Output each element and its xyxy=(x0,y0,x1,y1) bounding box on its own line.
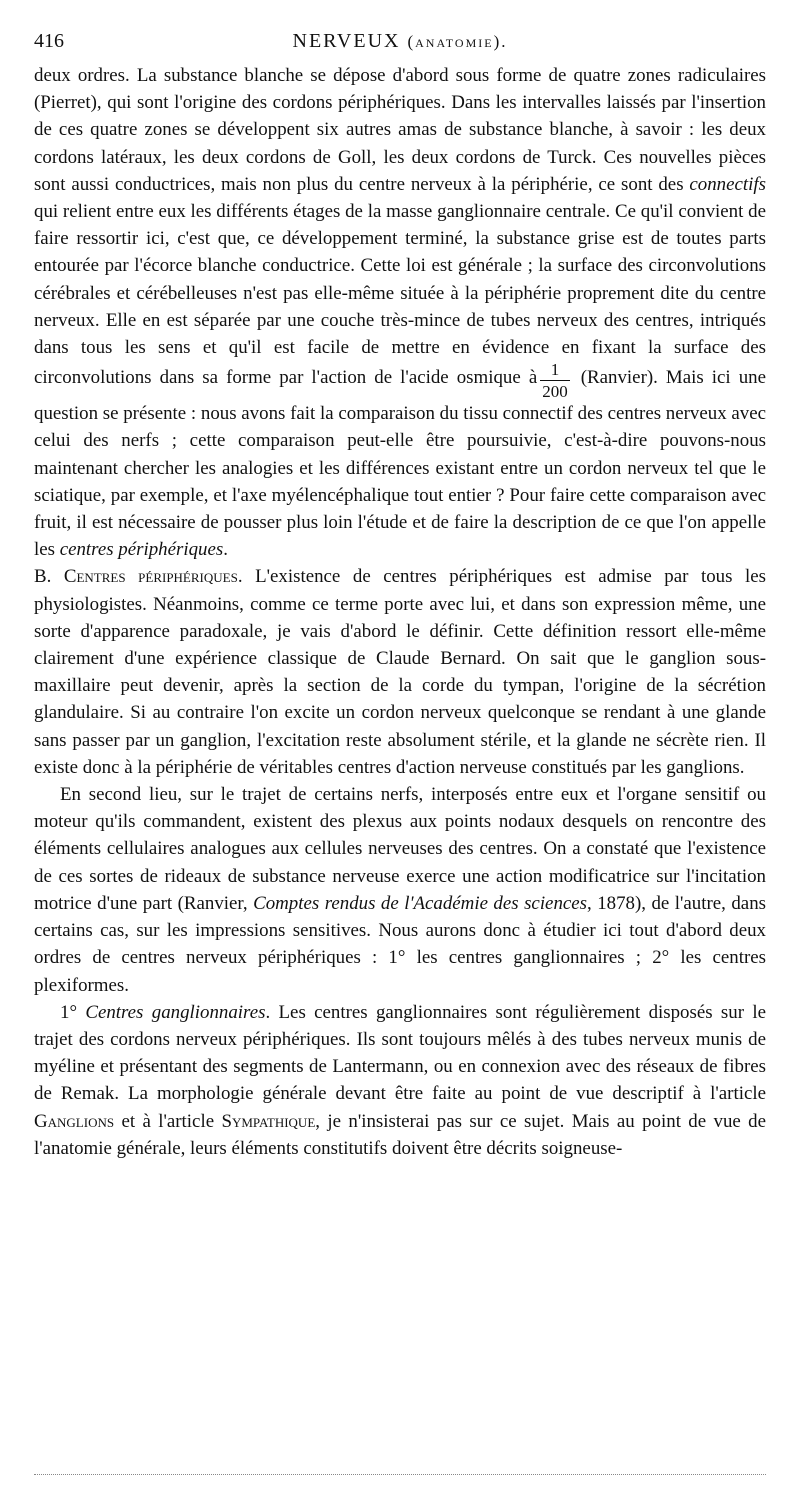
emphasis-connectifs: connectifs xyxy=(689,173,766,195)
running-title xyxy=(34,30,766,53)
running-title-sub: (anatomie). xyxy=(407,32,508,51)
paragraph-4: 1° Centres ganglionnaires. Les centres ganglionnaires sont régulièrement disposés sur le trajet des cordons nerveux périphériques. Ils sont toujours mêlés à des tubes nerveux munis de myéline et présentant des segments de Lantermann, ou en connexion avec des réseaux de fibres de Remak. La morphologie générale devant être faite au point de vue descriptif à l'article Ganglions et à l'article Sympathique, je n'insisterai pas sur ce sujet. Mais au point de vue de l'anatomie générale, leurs éléments constitutifs doivent être décrits soigneuse- xyxy=(34,1001,766,1159)
fraction-denominator: 200 xyxy=(542,382,568,402)
text-body xyxy=(34,62,766,1162)
running-title-main: NERVEUX xyxy=(292,30,401,52)
fraction-1-200 xyxy=(540,361,570,400)
emphasis-centres-peripheriques: centres périphériques xyxy=(59,539,224,561)
fraction-numerator: 1 xyxy=(540,361,570,381)
running-header xyxy=(34,30,766,56)
section-heading-b: B. Centres périphériques. xyxy=(34,566,243,588)
page-number: 416 xyxy=(34,30,64,52)
bottom-dotted-rule xyxy=(34,1474,766,1475)
citation-comptes-rendus: Comptes rendus de l'Académie des sciences xyxy=(253,892,588,914)
cross-ref-ganglions: Ganglions xyxy=(34,1110,115,1132)
paragraph-1: deux ordres. La substance blanche se dépose d'abord sous forme de quatre zones radiculaires (Pierret), qui sont l'origine des cordons périphériques. Dans les intervalles laissés par l'insertion de ces quatre zones se développent six autres amas de substance blanche, à savoir : les deux cordons latéraux, les deux cordons de Goll, les deux cordons de Turck. Ces nouvelles pièces sont aussi conductrices, mais non plus du centre nerveux à la périphérie, ce sont des connectifs qui relient entre eux les différents étages de la masse ganglionnaire centrale. Ce qu'il convient de faire ressortir ici, c'est que, ce développement terminé, la substance grise est de toutes parts entourée par l'écorce blanche conductrice. Cette loi est générale ; la surface des circonvolutions cérébrales et cérébelleuses n'est pas elle-même située à la périphérie proprement dite du centre nerveux. Elle en est séparée par une couche très-mince de tubes nerveux des centres, intriqués dans tous les sens et qu'il est facile de mettre en évidence en fixant la surface des circonvolutions dans sa forme par l'action de l'acide osmique à $\frac{1}{200}$ (Ranvier). Mais ici une question se présente : nous avons fait la comparaison du tissu connectif des centres nerveux avec celui des nerfs ; cette comparaison peut-elle être poursuivie, c'est-à-dire pouvons-nous maintenant chercher les analogies et les différences existant entre un cordon nerveux tel que le sciatique, par exemple, et l'axe myélencéphalique tout entier ? Pour faire cette comparaison avec fruit, il est nécessaire de pousser plus loin l'étude et de faire la description de ce que l'on appelle les centres périphériques. xyxy=(34,65,766,561)
subsection-heading-ganglionnaires: Centres ganglionnaires xyxy=(85,1001,266,1023)
paragraph-3: En second lieu, sur le trajet de certains nerfs, interposés entre eux et l'organe sensitif ou moteur qu'ils commandent, existent des plexus aux points nodaux desquels on rencontre des éléments cellulaires analogues aux cellules nerveuses des centres. On a constaté que l'existence de ces sortes de rideaux de substance nerveuse exerce une action modificatrice sur l'incitation motrice d'une part (Ranvier, Comptes rendus de l'Académie des sciences, 1878), de l'autre, dans certains cas, sur les impressions sensitives. Nous aurons donc à étudier ici tout d'abord deux ordres de centres nerveux périphériques : 1° les centres ganglionnaires ; 2° les centres plexiformes. xyxy=(34,784,766,996)
paragraph-2: B. Centres périphériques. L'existence de centres périphériques est admise par tous les physiologistes. Néanmoins, comme ce terme porte avec lui, et dans son expression même, une sorte d'apparence paradoxale, je vais d'abord le définir. Cette définition ressort elle-même clairement d'une expérience classique de Claude Bernard. On sait que le ganglion sous-maxillaire peut devenir, après la section de la corde du tympan, l'origine de la sécrétion glandulaire. Si au contraire l'on excite un cordon nerveux quelconque se rendant à une glande sans passer par un ganglion, l'excitation reste absolument stérile, et la glande ne sécrète rien. Il existe donc à la périphérie de véritables centres d'action nerveuse constitués par les ganglions. xyxy=(34,566,766,778)
cross-ref-sympathique: Sympathique xyxy=(221,1110,316,1132)
